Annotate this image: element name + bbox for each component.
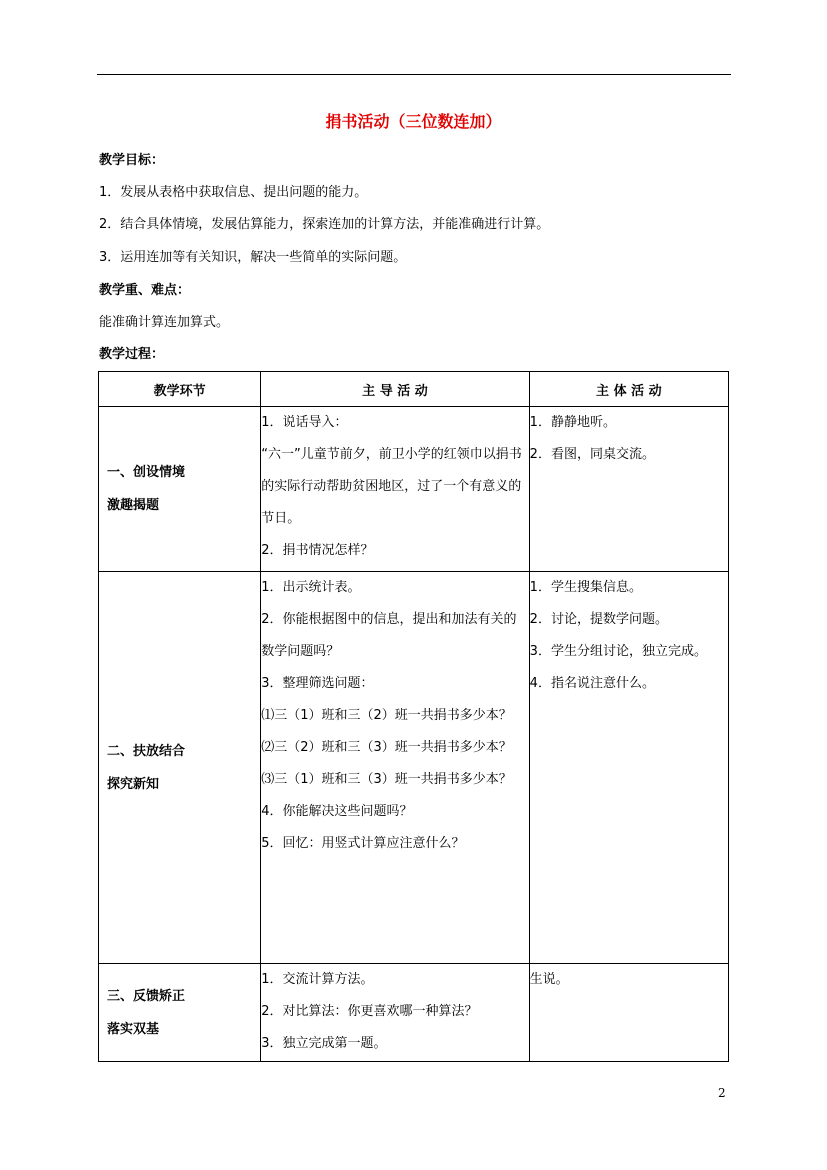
page-number: 2 bbox=[718, 1086, 726, 1100]
stage-cell bbox=[99, 572, 261, 964]
objective-item-3: 3．运用连加等有关知识，解决一些简单的实际问题。 bbox=[99, 250, 407, 265]
lesson-process-table bbox=[98, 371, 729, 1062]
stage-subtitle: 落实双基 bbox=[107, 1021, 160, 1037]
objectives-heading: 教学目标： bbox=[99, 153, 165, 168]
list-item: 5．回忆：用竖式计算应注意什么？ bbox=[261, 836, 465, 851]
header-stage: 教学环节 bbox=[99, 372, 261, 407]
list-item: 1．交流计算方法。 bbox=[261, 972, 374, 987]
list-item: “六一”儿童节前夕，前卫小学的红领巾以捐书的实际行动帮助贫困地区，过了一个有意义的节日。 bbox=[261, 447, 522, 526]
list-item: 生说。 bbox=[529, 972, 569, 987]
list-item: ⑵三（2）班和三（3）班一共捐书多少本？ bbox=[261, 740, 512, 755]
stage-subtitle: 探究新知 bbox=[107, 776, 160, 792]
stage-title: 二、扶放结合 bbox=[107, 743, 186, 759]
header-student-activity: 主 体 活 动 bbox=[529, 372, 728, 407]
student-activity-cell bbox=[529, 572, 728, 964]
lead-activity-cell bbox=[261, 407, 529, 572]
stage-cell bbox=[99, 964, 261, 1062]
list-item: 3．独立完成第一题。 bbox=[261, 1036, 387, 1051]
list-item: 1．静静地听。 bbox=[529, 415, 616, 430]
list-item: 2．捐书情况怎样？ bbox=[261, 543, 374, 558]
header-rule bbox=[97, 74, 731, 75]
student-activity-cell bbox=[529, 407, 728, 572]
lead-activity-cell bbox=[261, 572, 529, 964]
process-heading: 教学过程： bbox=[99, 347, 165, 362]
lead-activity-cell bbox=[261, 964, 529, 1062]
list-item: 2．讨论，提数学问题。 bbox=[529, 612, 668, 627]
header-lead-activity: 主 导 活 动 bbox=[261, 372, 529, 407]
stage-subtitle: 激趣揭题 bbox=[107, 498, 160, 513]
list-item: 1．说话导入： bbox=[261, 415, 348, 430]
list-item: 3．整理筛选问题： bbox=[261, 676, 374, 691]
table-row bbox=[99, 407, 729, 572]
list-item: 3．学生分组讨论，独立完成。 bbox=[529, 644, 707, 659]
objective-item-2: 2．结合具体情境，发展估算能力，探索连加的计算方法，并能准确进行计算。 bbox=[99, 217, 550, 232]
table-row bbox=[99, 964, 729, 1062]
table-row bbox=[99, 572, 729, 964]
key-points-text: 能准确计算连加算式。 bbox=[99, 315, 230, 330]
key-points-heading: 教学重、难点： bbox=[99, 283, 191, 298]
table-header-row bbox=[99, 372, 729, 407]
list-item: ⑶三（1）班和三（3）班一共捐书多少本？ bbox=[261, 772, 512, 787]
list-item: 2．对比算法：你更喜欢哪一种算法？ bbox=[261, 1004, 478, 1019]
list-item: ⑴三（1）班和三（2）班一共捐书多少本？ bbox=[261, 708, 512, 723]
stage-cell bbox=[99, 407, 261, 572]
stage-title: 一、创设情境 bbox=[107, 465, 186, 480]
student-activity-cell bbox=[529, 964, 728, 1062]
objective-item-1: 1．发展从表格中获取信息、提出问题的能力。 bbox=[99, 185, 368, 200]
page-title: 捐书活动（三位数连加） bbox=[325, 112, 502, 131]
list-item: 4．指名说注意什么。 bbox=[529, 676, 655, 691]
stage-title: 三、反馈矫正 bbox=[107, 988, 186, 1004]
list-item: 4．你能解决这些问题吗？ bbox=[261, 804, 413, 819]
list-item: 2．看图，同桌交流。 bbox=[529, 447, 655, 462]
list-item: 1．学生搜集信息。 bbox=[529, 580, 642, 595]
list-item: 2．你能根据图中的信息，提出和加法有关的数学问题吗？ bbox=[261, 612, 517, 659]
list-item: 1．出示统计表。 bbox=[261, 580, 361, 595]
